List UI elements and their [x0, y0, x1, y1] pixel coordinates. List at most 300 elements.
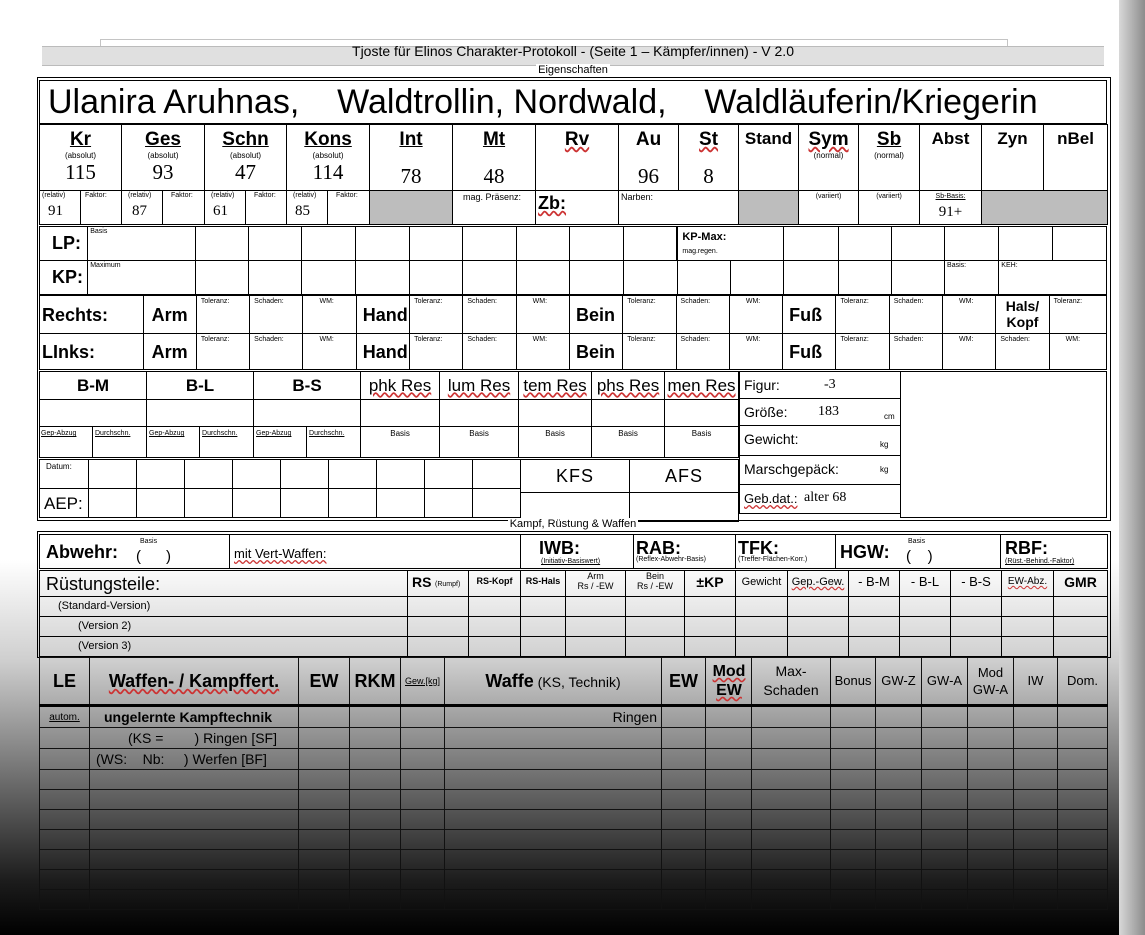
- kp-cell[interactable]: [838, 261, 891, 295]
- lum-basis[interactable]: Basis: [440, 427, 519, 458]
- ruest-cell[interactable]: [1054, 617, 1108, 637]
- waffen-cell[interactable]: [350, 830, 401, 850]
- phk-value[interactable]: [361, 400, 440, 427]
- waffen-cell[interactable]: [662, 850, 706, 870]
- waffen-cell[interactable]: [90, 870, 299, 890]
- waffen-cell[interactable]: [350, 749, 401, 770]
- sb-variiert[interactable]: (variiert): [859, 191, 920, 225]
- waffen-cell[interactable]: [445, 850, 662, 870]
- ges-relativ[interactable]: (relativ) 87: [122, 191, 163, 225]
- waffen-cell[interactable]: [401, 706, 445, 728]
- waffen-cell[interactable]: [831, 850, 876, 870]
- kp-cell[interactable]: [677, 261, 730, 295]
- waffen-cell[interactable]: [1014, 870, 1058, 890]
- waffen-cell[interactable]: [662, 890, 706, 910]
- waffen-cell[interactable]: [401, 770, 445, 790]
- notes-area[interactable]: [901, 372, 1107, 518]
- scha-cell[interactable]: Schaden:: [996, 334, 1049, 370]
- waffen-cell[interactable]: [706, 870, 752, 890]
- waffen-cell[interactable]: [1058, 770, 1108, 790]
- waffen-cell[interactable]: [968, 728, 1014, 749]
- waffen-cell[interactable]: [40, 770, 90, 790]
- datum-cell[interactable]: [377, 460, 425, 489]
- waffen-cell[interactable]: [445, 870, 662, 890]
- ruest-cell[interactable]: [1002, 617, 1054, 637]
- tol-cell[interactable]: Toleranz:: [196, 296, 249, 334]
- waffen-cell[interactable]: [40, 749, 90, 770]
- ruest-cell[interactable]: [685, 597, 736, 617]
- waffen-cell[interactable]: [401, 790, 445, 810]
- waffen-cell[interactable]: [350, 706, 401, 728]
- aep-cell[interactable]: [185, 489, 233, 518]
- kp-maximum[interactable]: Maximum: [88, 261, 195, 295]
- waffen-cell[interactable]: [968, 749, 1014, 770]
- wm-cell[interactable]: WM:: [516, 334, 569, 370]
- waffen-cell[interactable]: [445, 810, 662, 830]
- waffen-cell[interactable]: [876, 749, 922, 770]
- ruest-cell[interactable]: [951, 617, 1002, 637]
- attr-kr[interactable]: Kr (absolut) 115: [40, 125, 122, 191]
- ruestung-version3[interactable]: (Version 3): [40, 637, 408, 657]
- tol-cell[interactable]: Toleranz:: [410, 296, 463, 334]
- datum-cell[interactable]: [329, 460, 377, 489]
- groesse-row[interactable]: Größe: 183 cm: [740, 399, 901, 426]
- waffen-cell[interactable]: [40, 728, 90, 749]
- waffen-cell[interactable]: [662, 810, 706, 830]
- waffen-cell[interactable]: [968, 790, 1014, 810]
- kp-cell[interactable]: [409, 261, 462, 295]
- ruest-cell[interactable]: [1002, 597, 1054, 617]
- lp-cell[interactable]: [517, 227, 570, 261]
- waffen-cell[interactable]: [876, 850, 922, 870]
- waffen-cell[interactable]: [40, 790, 90, 810]
- tol-cell[interactable]: Toleranz:: [623, 334, 676, 370]
- waffen-cell[interactable]: [350, 770, 401, 790]
- kp-cell[interactable]: [462, 261, 516, 295]
- ruest-cell[interactable]: [849, 597, 900, 617]
- waffen-cell[interactable]: [445, 830, 662, 850]
- attr-sym[interactable]: Sym (normal): [799, 125, 859, 191]
- ruest-cell[interactable]: [408, 637, 469, 657]
- waffen-cell[interactable]: [1014, 850, 1058, 870]
- waffen-cell[interactable]: [706, 728, 752, 749]
- ruest-cell[interactable]: [900, 597, 951, 617]
- kp-cell[interactable]: [356, 261, 409, 295]
- kons-faktor[interactable]: Faktor:: [328, 191, 370, 225]
- aep-cell[interactable]: [137, 489, 185, 518]
- lum-value[interactable]: [440, 400, 519, 427]
- waffen-cell[interactable]: [662, 728, 706, 749]
- kp-cell[interactable]: [302, 261, 356, 295]
- geburtsdatum-row[interactable]: Geb.dat.: alter 68: [740, 485, 901, 514]
- waffen-cell[interactable]: [90, 850, 299, 870]
- kp-max[interactable]: KP-Max: mag.regen.: [677, 227, 783, 261]
- iwb-cell[interactable]: IWB: (Initiativ-Basiswert): [521, 535, 634, 569]
- lp-cell[interactable]: [999, 227, 1052, 261]
- aep-cell[interactable]: [89, 489, 137, 518]
- marschgepaeck-row[interactable]: Marschgepäck: kg: [740, 456, 901, 485]
- waffen-cell[interactable]: [752, 790, 831, 810]
- waffen-cell[interactable]: [350, 870, 401, 890]
- waffen-cell[interactable]: [90, 770, 299, 790]
- waffen-cell[interactable]: [831, 749, 876, 770]
- lp-cell[interactable]: [248, 227, 301, 261]
- wm-cell[interactable]: WM:: [729, 334, 782, 370]
- ruest-cell[interactable]: [788, 617, 849, 637]
- waffen-cell[interactable]: [968, 770, 1014, 790]
- waffen-cell[interactable]: [922, 728, 968, 749]
- attr-ges[interactable]: Ges (absolut) 93: [122, 125, 205, 191]
- attr-int[interactable]: Int 78: [370, 125, 453, 191]
- lp-cell[interactable]: [623, 227, 677, 261]
- waffen-cell[interactable]: [1058, 810, 1108, 830]
- waffen-cell[interactable]: [401, 749, 445, 770]
- bm-gep-abzug[interactable]: Gep-Abzug: [40, 427, 93, 458]
- datum-cell[interactable]: [185, 460, 233, 489]
- waffen-cell[interactable]: [1014, 790, 1058, 810]
- wm-cell[interactable]: WM:: [516, 296, 569, 334]
- ruest-cell[interactable]: [1054, 637, 1108, 657]
- datum-cell[interactable]: [233, 460, 281, 489]
- kp-cell[interactable]: [195, 261, 248, 295]
- waffen-cell[interactable]: [662, 706, 706, 728]
- bs-gep-abzug[interactable]: Gep-Abzug: [254, 427, 307, 458]
- character-name-row[interactable]: [40, 81, 1107, 124]
- waffen-cell[interactable]: [299, 810, 350, 830]
- attr-stand[interactable]: Stand: [739, 125, 799, 191]
- ruest-cell[interactable]: [849, 637, 900, 657]
- ruest-cell[interactable]: [566, 597, 626, 617]
- ruest-cell[interactable]: [788, 637, 849, 657]
- scha-cell[interactable]: Schaden:: [676, 296, 729, 334]
- waffen-cell[interactable]: [752, 810, 831, 830]
- waffen-cell[interactable]: [401, 830, 445, 850]
- abwehr-cell[interactable]: Abwehr: Basis ( ): [40, 535, 230, 569]
- attr-schn[interactable]: Schn (absolut) 47: [205, 125, 287, 191]
- waffen-cell[interactable]: [922, 706, 968, 728]
- waffen-cell[interactable]: [876, 770, 922, 790]
- lp-cell[interactable]: [195, 227, 248, 261]
- datum-cell[interactable]: [137, 460, 185, 489]
- waffen-cell[interactable]: [752, 706, 831, 728]
- waffen-cell[interactable]: [876, 830, 922, 850]
- waffen-cell[interactable]: [706, 810, 752, 830]
- waffen-cell[interactable]: [299, 830, 350, 850]
- waffen-cell[interactable]: [831, 770, 876, 790]
- ruest-cell[interactable]: [900, 637, 951, 657]
- attr-mt[interactable]: Mt 48: [453, 125, 536, 191]
- waffen-cell[interactable]: [350, 850, 401, 870]
- ringen-cell[interactable]: Ringen: [445, 706, 662, 728]
- waffen-cell[interactable]: [1058, 706, 1108, 728]
- sym-variiert[interactable]: (variiert): [799, 191, 859, 225]
- waffen-cell[interactable]: [40, 870, 90, 890]
- datum-cell[interactable]: [89, 460, 137, 489]
- waffen-cell[interactable]: [1058, 728, 1108, 749]
- ruest-cell[interactable]: [1054, 597, 1108, 617]
- scha-cell[interactable]: Schaden:: [676, 334, 729, 370]
- waffen-cell[interactable]: [706, 830, 752, 850]
- waffen-cell[interactable]: [968, 850, 1014, 870]
- waffen-cell[interactable]: [299, 850, 350, 870]
- lp-basis[interactable]: Basis: [88, 227, 195, 261]
- tol-cell[interactable]: Toleranz:: [410, 334, 463, 370]
- lp-cell[interactable]: [784, 227, 838, 261]
- ruest-cell[interactable]: [521, 597, 566, 617]
- ges-faktor[interactable]: Faktor:: [163, 191, 205, 225]
- waffen-cell[interactable]: [350, 790, 401, 810]
- ruest-cell[interactable]: [736, 637, 788, 657]
- rab-cell[interactable]: RAB: (Reflex-Abwehr-Basis): [634, 535, 736, 569]
- waffen-cell[interactable]: [1014, 830, 1058, 850]
- ruestung-standard[interactable]: (Standard-Version): [40, 597, 408, 617]
- vert-waffen-cell[interactable]: mit Vert-Waffen:: [230, 535, 521, 569]
- bl-value[interactable]: [147, 400, 254, 427]
- waffen-cell[interactable]: [922, 790, 968, 810]
- waffen-cell[interactable]: [662, 749, 706, 770]
- sb-basis[interactable]: Sb-Basis: 91+: [920, 191, 982, 225]
- waffen-cell[interactable]: [1058, 890, 1108, 910]
- datum-cell[interactable]: [425, 460, 473, 489]
- waffen-cell[interactable]: [350, 810, 401, 830]
- attr-abst[interactable]: Abst: [920, 125, 982, 191]
- waffen-cell[interactable]: [662, 790, 706, 810]
- waffen-cell[interactable]: [350, 890, 401, 910]
- ks-ringen-cell[interactable]: (KS = ) Ringen [SF]: [90, 728, 299, 749]
- lp-cell[interactable]: [838, 227, 891, 261]
- autom-cell[interactable]: autom.: [40, 706, 90, 728]
- lp-cell[interactable]: [891, 227, 944, 261]
- keh[interactable]: KEH:: [999, 261, 1107, 295]
- schn-relativ[interactable]: (relativ) 61: [205, 191, 246, 225]
- aep-cell[interactable]: [329, 489, 377, 518]
- kp-cell[interactable]: [570, 261, 623, 295]
- wm-cell[interactable]: WM:: [303, 334, 356, 370]
- waffen-cell[interactable]: [299, 890, 350, 910]
- attr-sb[interactable]: Sb (normal): [859, 125, 920, 191]
- ungelernt-cell[interactable]: ungelernte Kampftechnik: [90, 706, 299, 728]
- ruest-cell[interactable]: [626, 617, 685, 637]
- waffen-cell[interactable]: [350, 728, 401, 749]
- ruest-cell[interactable]: [408, 597, 469, 617]
- kons-relativ[interactable]: (relativ) 85: [287, 191, 328, 225]
- ruest-cell[interactable]: [900, 617, 951, 637]
- waffen-cell[interactable]: [299, 790, 350, 810]
- kp-cell[interactable]: [731, 261, 784, 295]
- waffen-cell[interactable]: [1058, 830, 1108, 850]
- waffen-cell[interactable]: [876, 706, 922, 728]
- kr-relativ[interactable]: (relativ) 91: [40, 191, 81, 225]
- waffen-cell[interactable]: [831, 830, 876, 850]
- scha-cell[interactable]: Schaden:: [463, 334, 516, 370]
- waffen-cell[interactable]: [968, 890, 1014, 910]
- ruest-cell[interactable]: [626, 637, 685, 657]
- waffen-cell[interactable]: [831, 810, 876, 830]
- waffen-cell[interactable]: [706, 770, 752, 790]
- waffen-cell[interactable]: [706, 890, 752, 910]
- waffen-cell[interactable]: [831, 706, 876, 728]
- scha-cell[interactable]: Schaden:: [250, 334, 303, 370]
- bs-durchschn[interactable]: Durchschn.: [307, 427, 361, 458]
- scha-cell[interactable]: Schaden:: [889, 334, 942, 370]
- datum-cell[interactable]: [281, 460, 329, 489]
- ruest-cell[interactable]: [469, 617, 521, 637]
- waffen-cell[interactable]: [445, 770, 662, 790]
- ruest-cell[interactable]: [849, 617, 900, 637]
- ruest-cell[interactable]: [685, 617, 736, 637]
- kp-cell[interactable]: [623, 261, 677, 295]
- waffen-cell[interactable]: [1014, 890, 1058, 910]
- lp-cell[interactable]: [462, 227, 516, 261]
- waffen-cell[interactable]: [876, 728, 922, 749]
- waffen-cell[interactable]: [876, 870, 922, 890]
- ruest-cell[interactable]: [626, 597, 685, 617]
- tfk-cell[interactable]: TFK: (Treffer-Flächen-Korr.): [736, 535, 836, 569]
- lp-cell[interactable]: [356, 227, 409, 261]
- waffen-cell[interactable]: [752, 770, 831, 790]
- waffen-cell[interactable]: [968, 810, 1014, 830]
- ruest-cell[interactable]: [566, 617, 626, 637]
- scha-cell[interactable]: Schaden:: [889, 296, 942, 334]
- waffen-cell[interactable]: [662, 770, 706, 790]
- ruest-cell[interactable]: [521, 637, 566, 657]
- scha-cell[interactable]: Schaden:: [250, 296, 303, 334]
- waffen-cell[interactable]: [752, 890, 831, 910]
- waffen-cell[interactable]: [1058, 790, 1108, 810]
- waffen-cell[interactable]: [90, 830, 299, 850]
- kp-cell[interactable]: [248, 261, 301, 295]
- kr-faktor[interactable]: Faktor:: [81, 191, 122, 225]
- wm-cell[interactable]: WM:: [729, 296, 782, 334]
- ws-werfen-cell[interactable]: (WS: Nb: ) Werfen [BF]: [90, 749, 299, 770]
- waffen-cell[interactable]: [968, 870, 1014, 890]
- waffen-cell[interactable]: [968, 706, 1014, 728]
- waffen-cell[interactable]: [1014, 770, 1058, 790]
- aep-cell[interactable]: [425, 489, 473, 518]
- waffen-cell[interactable]: [662, 870, 706, 890]
- mag-praesenz[interactable]: mag. Präsenz:: [453, 191, 536, 225]
- aep-cell[interactable]: [233, 489, 281, 518]
- waffen-cell[interactable]: [752, 850, 831, 870]
- waffen-cell[interactable]: [90, 810, 299, 830]
- waffen-cell[interactable]: [1014, 728, 1058, 749]
- aep-cell[interactable]: [473, 489, 521, 518]
- wm-cell[interactable]: WM:: [943, 296, 996, 334]
- waffen-cell[interactable]: [1014, 749, 1058, 770]
- ruestung-version2[interactable]: (Version 2): [40, 617, 408, 637]
- bs-value[interactable]: [254, 400, 361, 427]
- waffen-cell[interactable]: [968, 830, 1014, 850]
- ruest-cell[interactable]: [951, 637, 1002, 657]
- attr-st[interactable]: St 8: [679, 125, 739, 191]
- waffen-cell[interactable]: [831, 870, 876, 890]
- waffen-cell[interactable]: [876, 790, 922, 810]
- waffen-cell[interactable]: [831, 728, 876, 749]
- ruest-cell[interactable]: [408, 617, 469, 637]
- waffen-cell[interactable]: [1014, 810, 1058, 830]
- tol-cell[interactable]: Toleranz:: [1049, 296, 1106, 334]
- waffen-cell[interactable]: [752, 749, 831, 770]
- attr-rv[interactable]: Rv: [536, 125, 619, 191]
- waffen-cell[interactable]: [401, 850, 445, 870]
- waffen-cell[interactable]: [40, 850, 90, 870]
- ruest-cell[interactable]: [736, 597, 788, 617]
- kp-basis[interactable]: Basis:: [945, 261, 999, 295]
- waffen-cell[interactable]: [445, 728, 662, 749]
- bm-durchschn[interactable]: Durchschn.: [93, 427, 147, 458]
- aep-cell[interactable]: [281, 489, 329, 518]
- wm-cell[interactable]: WM:: [943, 334, 996, 370]
- tol-cell[interactable]: Toleranz:: [836, 334, 889, 370]
- waffen-cell[interactable]: [401, 890, 445, 910]
- lp-cell[interactable]: [945, 227, 999, 261]
- waffen-cell[interactable]: [445, 790, 662, 810]
- waffen-cell[interactable]: [706, 850, 752, 870]
- waffen-cell[interactable]: [752, 830, 831, 850]
- waffen-cell[interactable]: [299, 706, 350, 728]
- hgw-cell[interactable]: HGW: Basis ( ): [836, 535, 1001, 569]
- schn-faktor[interactable]: Faktor:: [246, 191, 287, 225]
- waffen-cell[interactable]: [40, 830, 90, 850]
- waffen-cell[interactable]: [922, 870, 968, 890]
- waffen-cell[interactable]: [401, 728, 445, 749]
- lp-cell[interactable]: [409, 227, 462, 261]
- tol-cell[interactable]: Toleranz:: [623, 296, 676, 334]
- ruest-cell[interactable]: [788, 597, 849, 617]
- waffen-cell[interactable]: [706, 706, 752, 728]
- lp-cell[interactable]: [302, 227, 356, 261]
- waffen-cell[interactable]: [299, 728, 350, 749]
- attr-kons[interactable]: Kons (absolut) 114: [287, 125, 370, 191]
- ruest-cell[interactable]: [951, 597, 1002, 617]
- waffen-cell[interactable]: [445, 890, 662, 910]
- kp-cell[interactable]: [517, 261, 570, 295]
- men-basis[interactable]: Basis: [665, 427, 739, 458]
- phs-value[interactable]: [592, 400, 665, 427]
- attr-nbel[interactable]: nBel: [1044, 125, 1108, 191]
- tem-basis[interactable]: Basis: [519, 427, 592, 458]
- bm-value[interactable]: [40, 400, 147, 427]
- narben-cell[interactable]: Narben:: [619, 191, 739, 225]
- waffen-cell[interactable]: [1014, 706, 1058, 728]
- waffen-cell[interactable]: [401, 870, 445, 890]
- waffen-cell[interactable]: [40, 810, 90, 830]
- ruest-cell[interactable]: [469, 597, 521, 617]
- lp-cell[interactable]: [570, 227, 623, 261]
- waffen-cell[interactable]: [752, 870, 831, 890]
- phk-basis[interactable]: Basis: [361, 427, 440, 458]
- waffen-cell[interactable]: [1058, 870, 1108, 890]
- aep-cell[interactable]: [377, 489, 425, 518]
- waffen-cell[interactable]: [401, 810, 445, 830]
- phs-basis[interactable]: Basis: [592, 427, 665, 458]
- waffen-cell[interactable]: [445, 749, 662, 770]
- waffen-cell[interactable]: [922, 749, 968, 770]
- waffen-cell[interactable]: [706, 790, 752, 810]
- gewicht-row[interactable]: Gewicht: kg: [740, 426, 901, 456]
- kp-cell[interactable]: [784, 261, 838, 295]
- scha-cell[interactable]: Schaden:: [463, 296, 516, 334]
- men-value[interactable]: [665, 400, 739, 427]
- ruest-cell[interactable]: [736, 617, 788, 637]
- attr-au[interactable]: Au 96: [619, 125, 679, 191]
- waffen-cell[interactable]: [90, 790, 299, 810]
- waffen-cell[interactable]: [922, 830, 968, 850]
- waffen-cell[interactable]: [299, 749, 350, 770]
- ruest-cell[interactable]: [469, 637, 521, 657]
- bl-durchschn[interactable]: Durchschn.: [200, 427, 254, 458]
- waffen-cell[interactable]: [922, 890, 968, 910]
